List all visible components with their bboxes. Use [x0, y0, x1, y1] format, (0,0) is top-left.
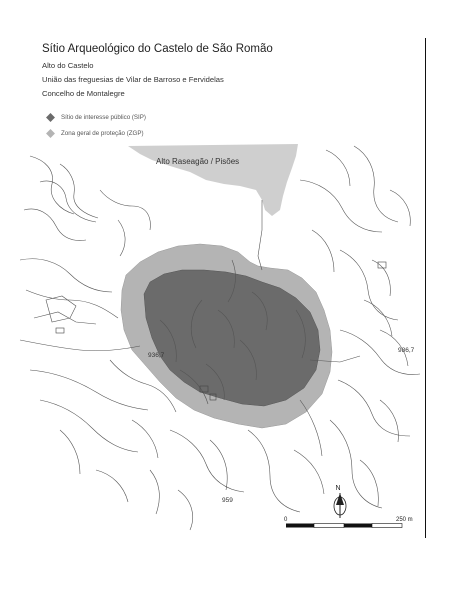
scale-end-label: 250 m	[396, 517, 413, 523]
municipality-name: Concelho de Montalegre	[42, 89, 125, 98]
reservoir-area	[128, 144, 298, 216]
elevation-label-east: 986,7	[398, 347, 415, 354]
parish-name: União das freguesias de Vilar de Barroso e Fervidelas	[42, 75, 224, 84]
place-name: Alto do Castelo	[42, 61, 94, 70]
legend-label-zgp: Zona geral de proteção (ZGP)	[61, 130, 144, 137]
scale-bar	[284, 517, 413, 528]
legend-label-sip: Sítio de interesse público (SIP)	[61, 114, 146, 121]
elevation-label-west: 936,7	[148, 352, 165, 359]
place-label: Alto Raseagão / Pisões	[156, 157, 240, 166]
north-arrow-label: N	[335, 485, 341, 492]
map-title: Sítio Arqueológico do Castelo de São Romão	[42, 43, 273, 55]
north-arrow-icon	[334, 485, 346, 518]
elevation-label-south: 959	[222, 497, 233, 504]
scale-start-label: 0	[284, 517, 288, 523]
